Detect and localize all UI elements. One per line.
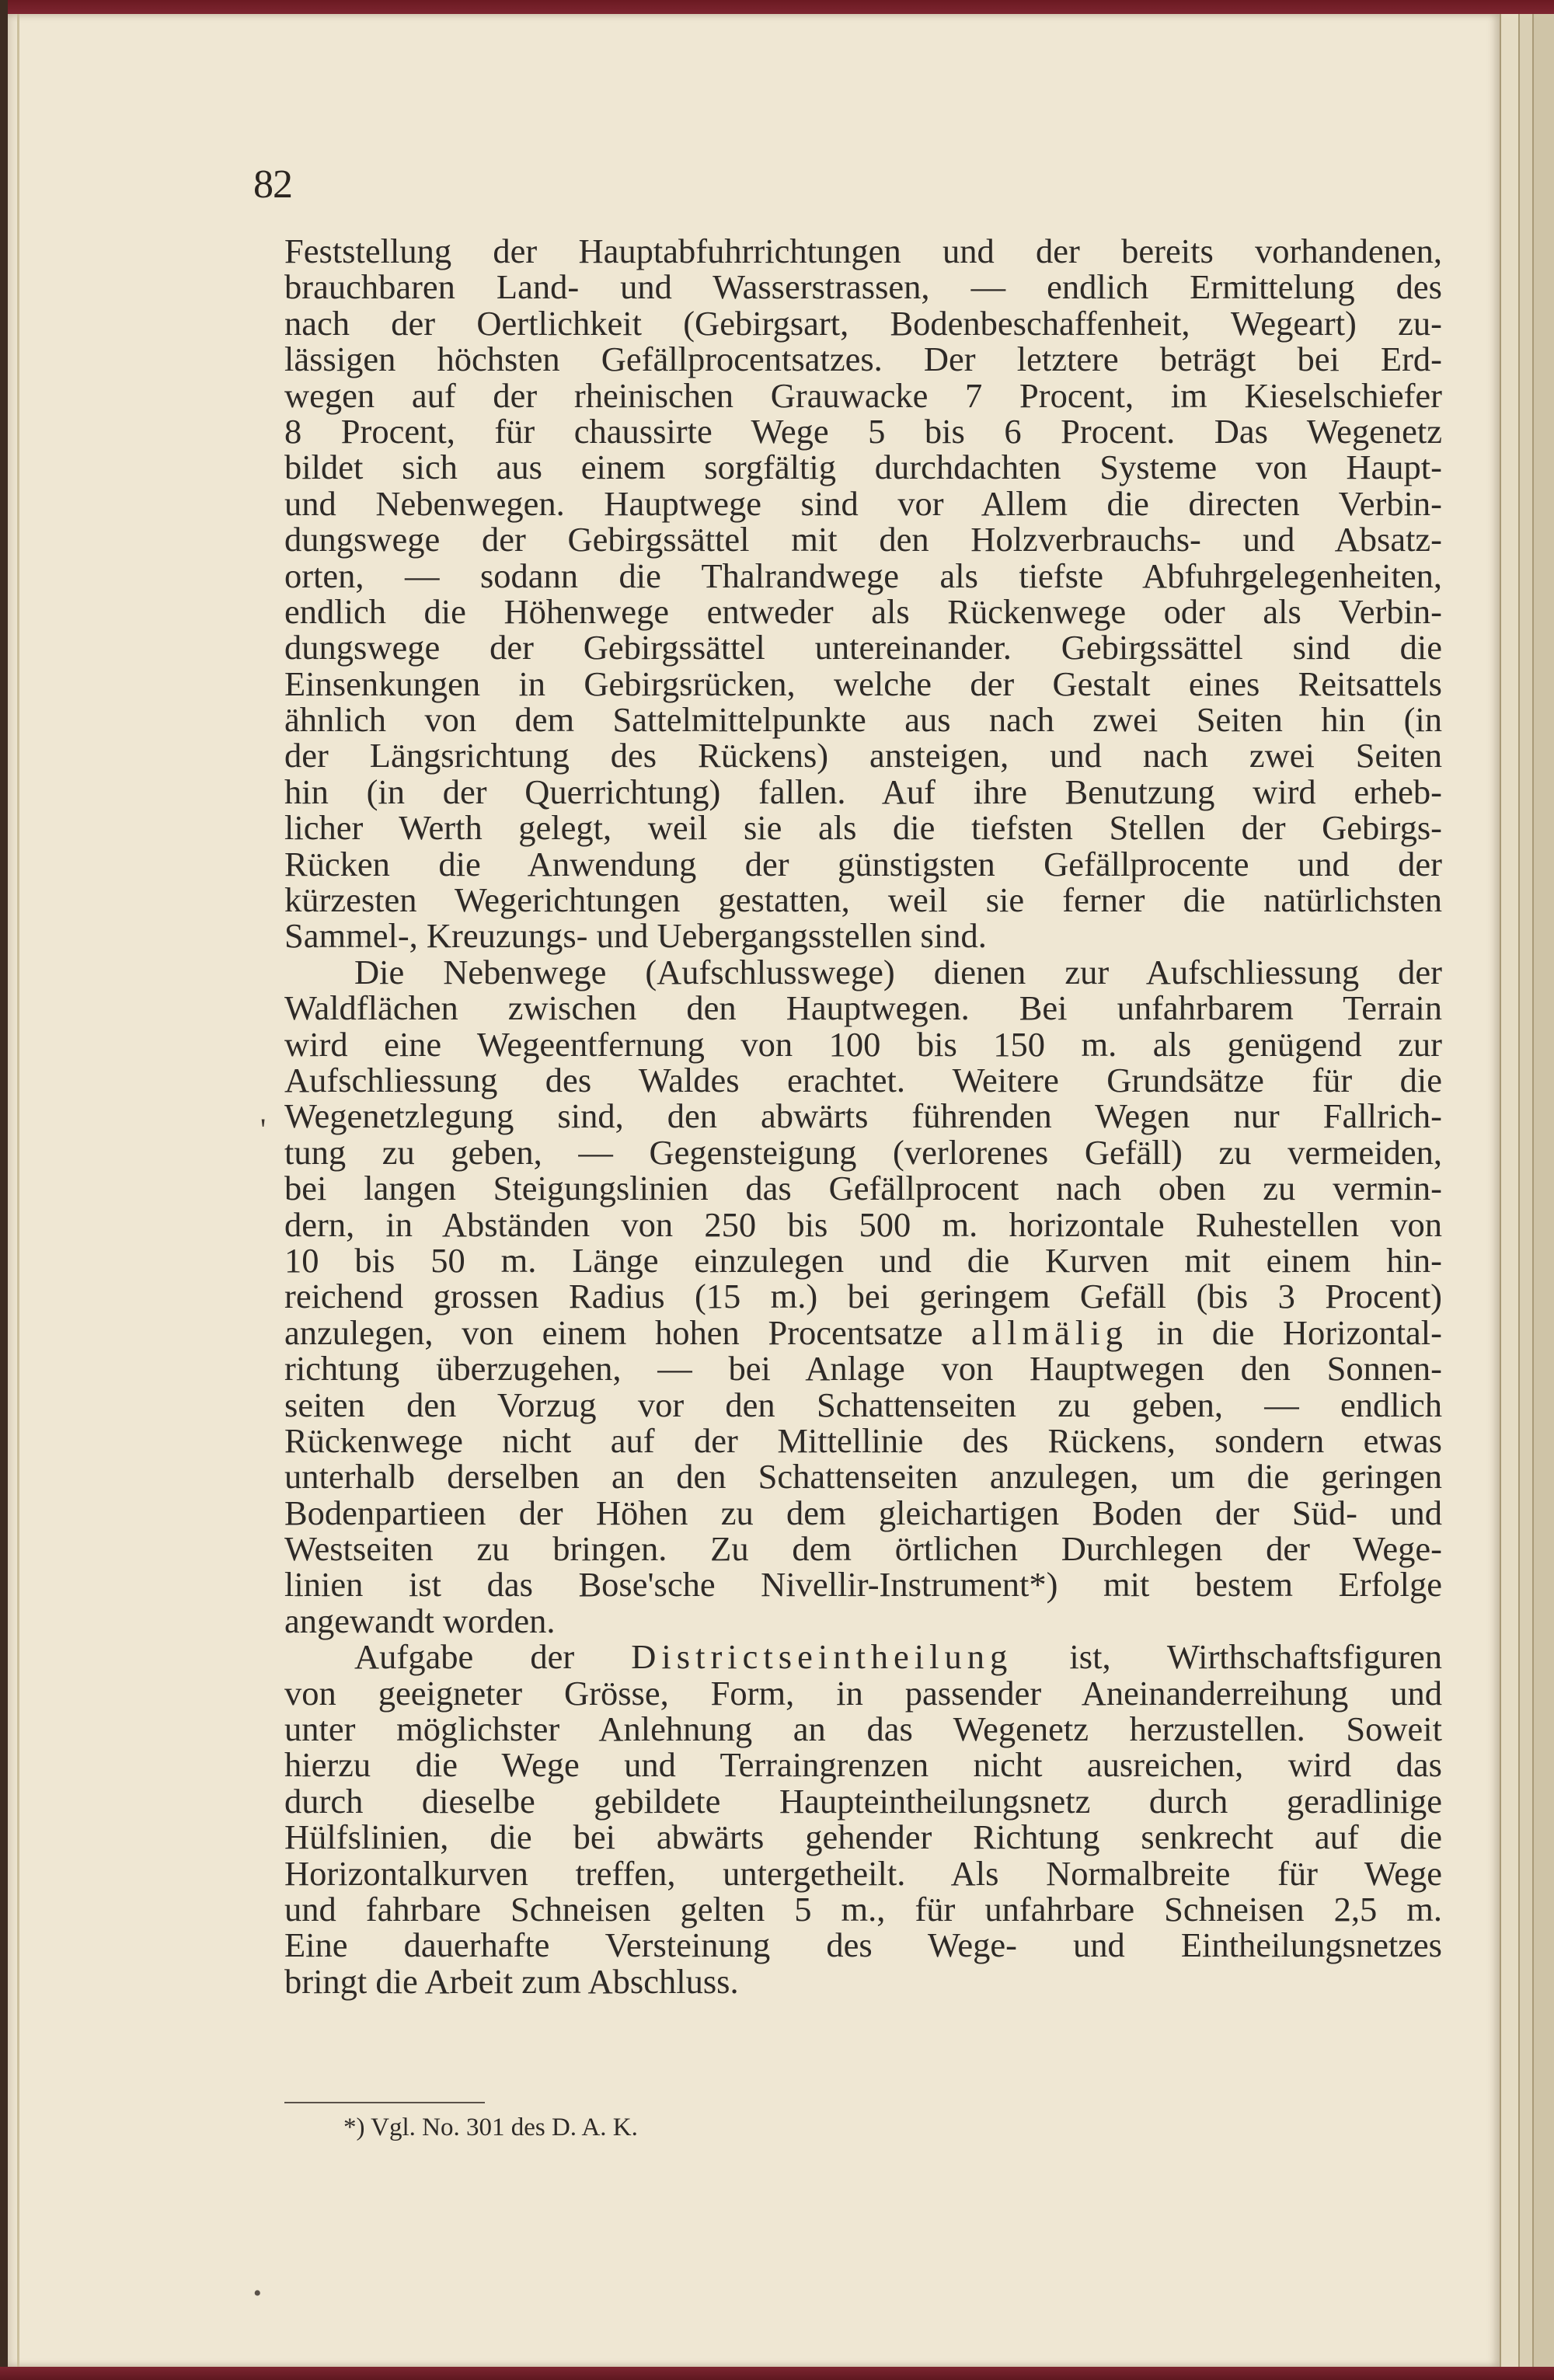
text-line: reichend grossen Radius (15 m.) bei geringem Gefäll (bis 3 Procent): [284, 1277, 1442, 1316]
text-line: 10 bis 50 m. Länge einzulegen und die Kurven mit einem hin-: [284, 1240, 1442, 1280]
text-segment: Aufgabe der: [354, 1637, 575, 1677]
text-line: unterhalb derselben an den Schattenseiten anzulegen, um die geringen: [284, 1457, 1442, 1497]
text-line: von geeigneter Grösse, Form, in passender Aneinanderreihung und: [284, 1673, 1442, 1713]
text-line: bildet sich aus einem sorgfältig durchdachten Systeme von Haupt-: [284, 448, 1442, 487]
text-line: angewandt worden.: [284, 1601, 556, 1640]
text-line: hin (in der Querrichtung) fallen. Auf ihre Benutzung wird erheb-: [284, 772, 1442, 811]
body-text: [284, 233, 1442, 1999]
text-line: nach der Oertlichkeit (Gebirgsart, Bodenbeschaffenheit, Wegeart) zu-: [284, 303, 1442, 343]
text-line: Bodenpartieen der Höhen zu dem gleichartigen Boden der Süd- und: [284, 1493, 1442, 1532]
text-line: durch dieselbe gebildete Haupteintheilungsnetz durch geradlinige: [284, 1781, 1442, 1821]
text-line: dungswege der Gebirgssättel untereinander. Gebirgssättel sind die: [284, 628, 1442, 667]
text-line: licher Werth gelegt, weil sie als die tiefsten Stellen der Gebirgs-: [284, 808, 1442, 848]
text-line: und Nebenwegen. Hauptwege sind vor Allem die directen Verbin-: [284, 483, 1442, 523]
page-stack-line: [1518, 14, 1520, 2367]
text-line: Einsenkungen in Gebirgsrücken, welche der Gestalt eines Reitsattels: [284, 664, 1442, 703]
text-line-mixed: [284, 1312, 1442, 1352]
text-line: seiten den Vorzug vor den Schattenseiten zu geben, — endlich: [284, 1385, 1442, 1424]
text-line: bringt die Arbeit zum Abschluss.: [284, 1961, 739, 2001]
page-stack-edge: [1518, 14, 1532, 2367]
text-line: tung zu geben, — Gegensteigung (verlorenes Gefäll) zu vermeiden,: [284, 1132, 1442, 1172]
text-segment: in die Horizontal-: [1156, 1312, 1442, 1352]
spine-edge: [0, 0, 8, 2380]
bottom-cover-edge: [0, 2367, 1554, 2380]
text-line: Hülfslinien, die bei abwärts gehender Richtung senkrecht auf die: [284, 1817, 1442, 1857]
text-line: der Längsrichtung des Rückens) ansteigen, und nach zwei Seiten: [284, 736, 1442, 775]
text-line: Eine dauerhafte Versteinung des Wege- und Eintheilungsnetzes: [284, 1925, 1442, 1965]
text-line: wegen auf der rheinischen Grauwacke 7 Procent, im Kieselschiefer: [284, 375, 1442, 415]
text-line: brauchbaren Land- und Wasserstrassen, — endlich Ermittelung des: [284, 267, 1442, 307]
text-line: Sammel-, Kreuzungs- und Uebergangsstellen sind.: [284, 916, 987, 956]
page-number: 82: [253, 162, 292, 207]
text-line: Rücken die Anwendung der günstigsten Gefällprocente und der: [284, 844, 1442, 883]
text-line: 8 Procent, für chaussirte Wege 5 bis 6 Procent. Das Wegenetz: [284, 411, 1442, 451]
text-line: lässigen höchsten Gefällprocentsatzes. Der letztere beträgt bei Erd-: [284, 340, 1442, 379]
text-line: Waldflächen zwischen den Hauptwegen. Bei unfahrbarem Terrain: [284, 988, 1442, 1028]
page-stack-line: [1500, 14, 1501, 2367]
text-line: orten, — sodann die Thalrandwege als tiefste Abfuhrgelegenheiten,: [284, 556, 1442, 595]
margin-mark: •: [253, 2281, 262, 2306]
text-line: kürzesten Wegerichtungen gestatten, weil sie ferner die natürlichsten: [284, 880, 1442, 920]
footnote-rule: [284, 2102, 485, 2103]
text-line: unter möglichster Anlehnung an das Wegenetz herzustellen. Soweit: [284, 1709, 1442, 1749]
text-line: ähnlich von dem Sattelmittelpunkte aus nach zwei Seiten hin (in: [284, 700, 1442, 740]
text-line: linien ist das Bose'sche Nivellir-Instrument*) mit bestem Erfolge: [284, 1565, 1442, 1605]
emphasis-spaced: Districtseintheilung: [631, 1637, 1013, 1677]
text-segment: anzulegen, von einem hohen Procentsatze: [284, 1312, 943, 1352]
top-cover-edge: [0, 0, 1554, 14]
emphasis-spaced: allmälig: [971, 1312, 1128, 1352]
footnote: *) Vgl. No. 301 des D. A. K.: [343, 2113, 638, 2141]
margin-mark: ': [260, 1112, 267, 1147]
text-line: Aufschliessung des Waldes erachtet. Weitere Grundsätze für die: [284, 1060, 1442, 1099]
text-line-mixed: [284, 1637, 1442, 1677]
text-line: Rückenwege nicht auf der Mittellinie des Rückens, sondern etwas: [284, 1420, 1442, 1460]
text-line: richtung überzugehen, — bei Anlage von Hauptwegen den Sonnen-: [284, 1349, 1442, 1389]
text-line: Horizontalkurven treffen, untergetheilt. Als Normalbreite für Wege: [284, 1853, 1442, 1893]
text-line: Die Nebenwege (Aufschlusswege) dienen zur Aufschliessung der: [354, 952, 1442, 991]
page-stack-edge: [1500, 14, 1518, 2367]
text-line: hierzu die Wege und Terraingrenzen nicht ausreichen, wird das: [284, 1745, 1442, 1785]
text-line: bei langen Steigungslinien das Gefällprocent nach oben zu vermin-: [284, 1169, 1442, 1208]
text-line: endlich die Höhenwege entweder als Rückenwege oder als Verbin-: [284, 591, 1442, 631]
page-stack-edge: [1532, 14, 1554, 2367]
text-line: wird eine Wegeentfernung von 100 bis 150 m. als genügend zur: [284, 1024, 1442, 1064]
text-line: Wegenetzlegung sind, den abwärts führenden Wegen nur Fallrich-: [284, 1096, 1442, 1136]
text-line: Feststellung der Hauptabfuhrrichtungen und der bereits vorhandenen,: [284, 232, 1442, 270]
text-line: und fahrbare Schneisen gelten 5 m., für unfahrbare Schneisen 2,5 m.: [284, 1889, 1442, 1929]
text-line: Westseiten zu bringen. Zu dem örtlichen Durchlegen der Wege-: [284, 1529, 1442, 1569]
text-segment: ist, Wirthschaftsfiguren: [1069, 1637, 1442, 1677]
gutter-line: [17, 14, 19, 2367]
text-line: dungswege der Gebirgssättel mit den Holzverbrauchs- und Absatz-: [284, 520, 1442, 559]
text-line: dern, in Abständen von 250 bis 500 m. horizontale Ruhestellen von: [284, 1204, 1442, 1244]
page-stack-line: [1532, 14, 1534, 2367]
